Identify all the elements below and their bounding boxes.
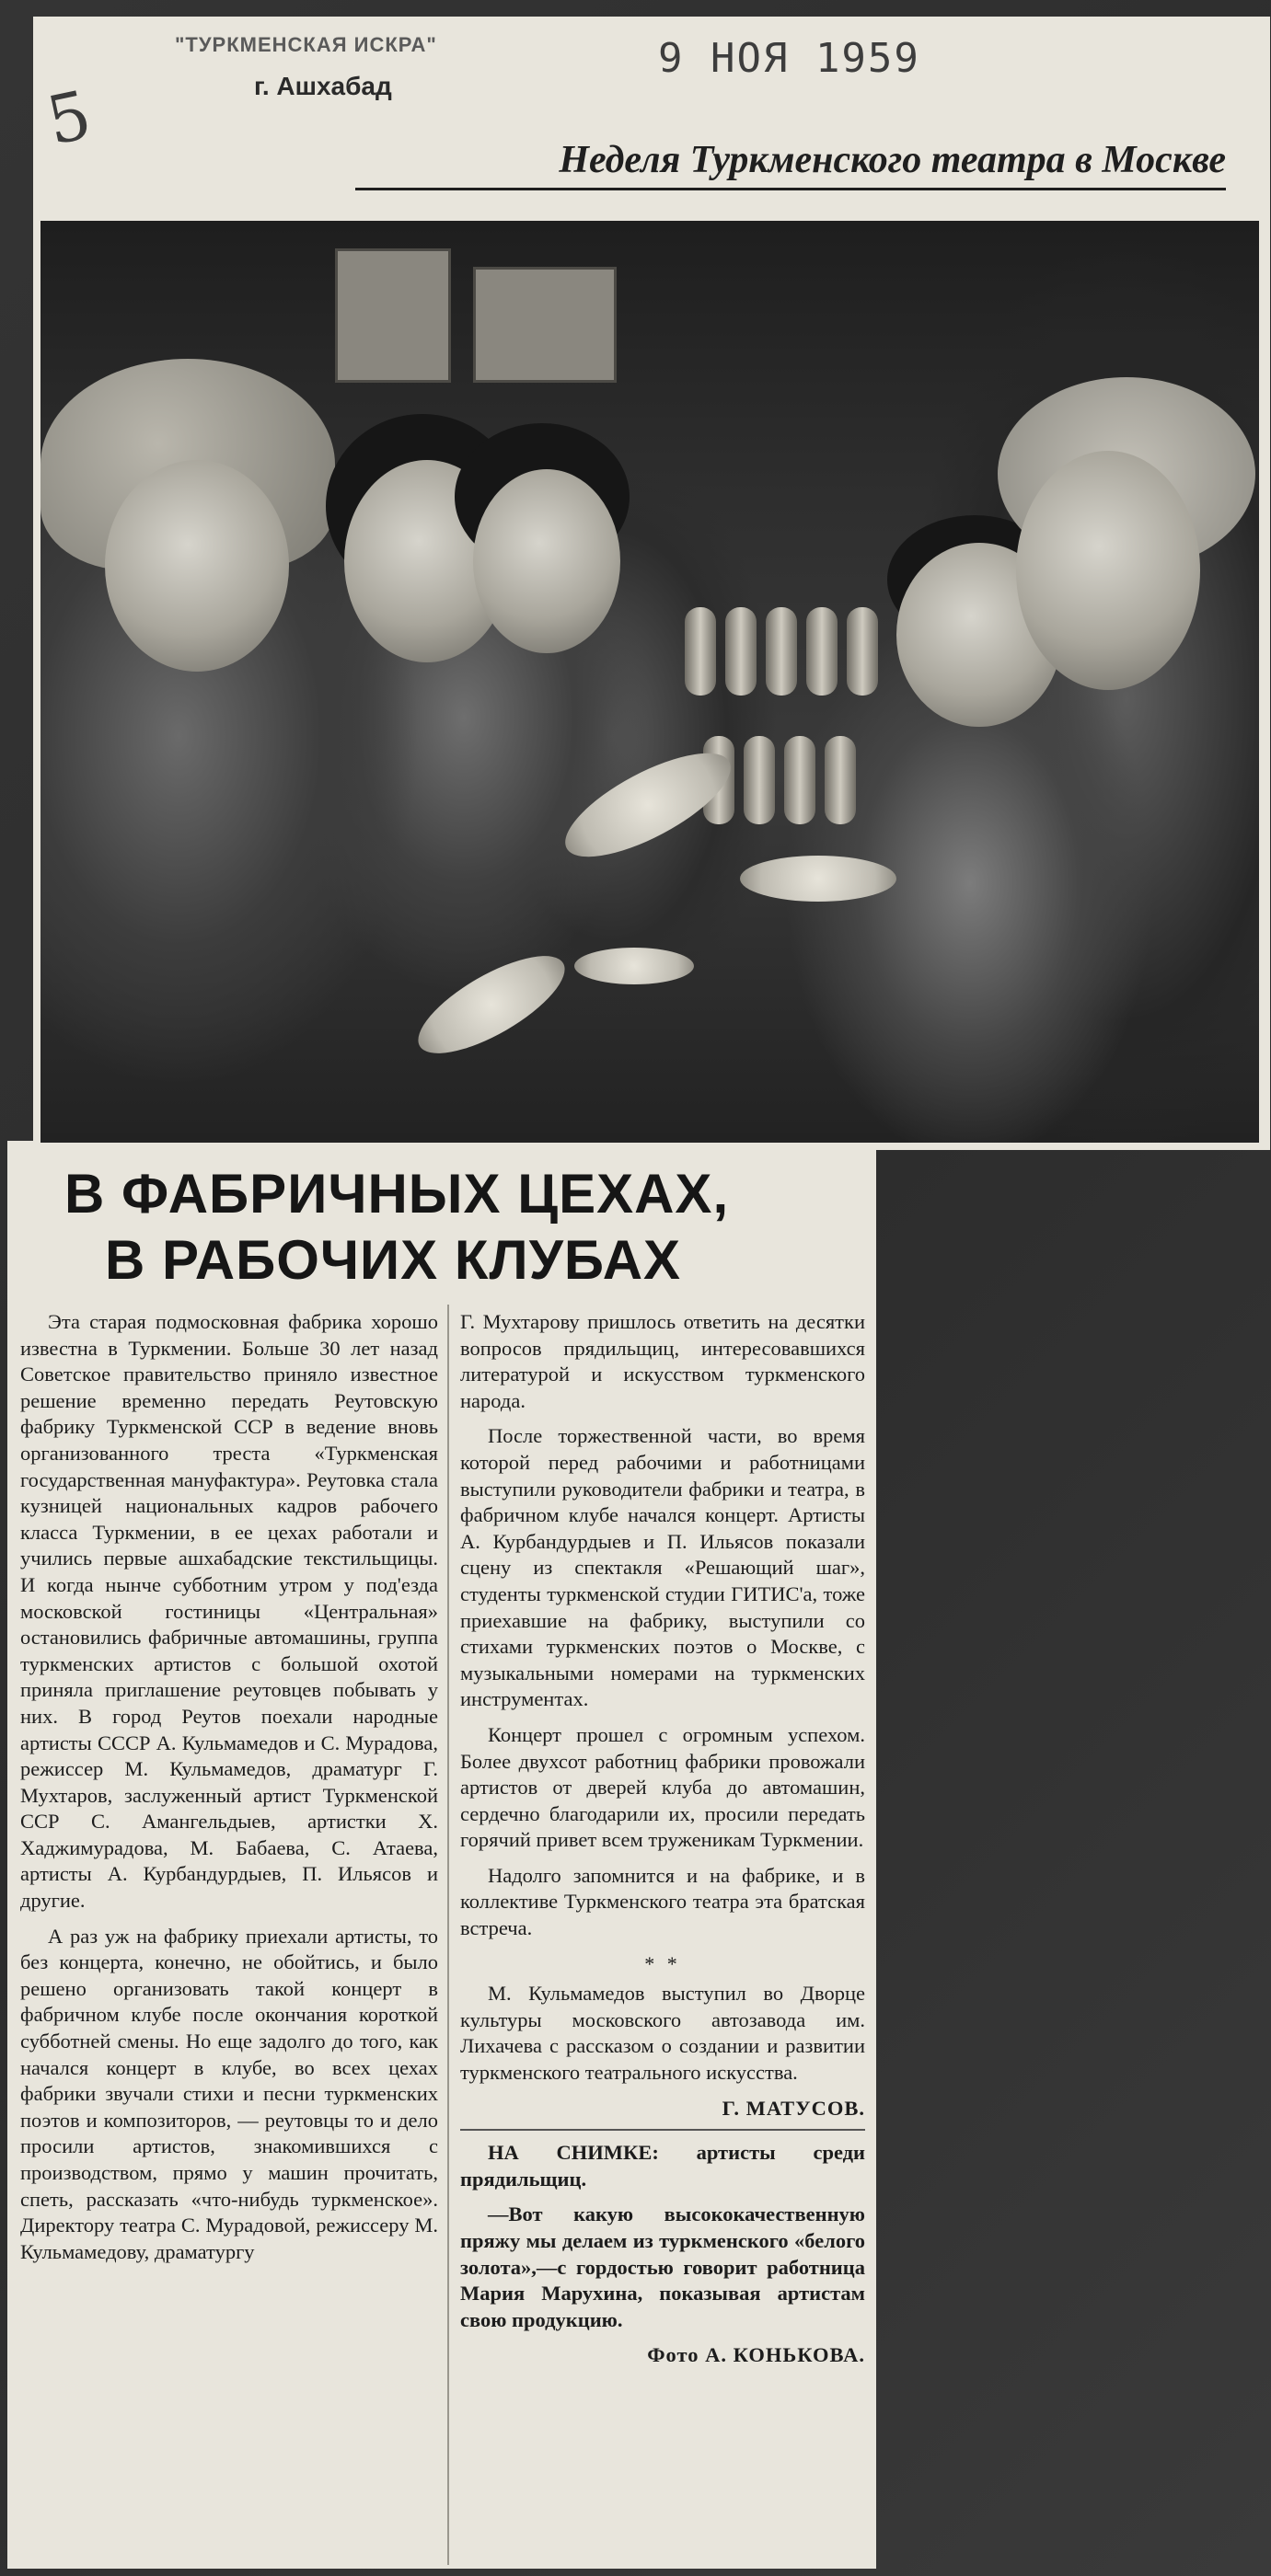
photo-caption-heading: НА СНИМКЕ: артисты среди прядильщиц. [460,2141,865,2191]
headline-line-2: В РАБОЧИХ КЛУБАХ [105,1229,682,1291]
article-column-2 [460,1309,865,2369]
addendum-paragraph: М. Кульмамедов выступил во Дворце культуры московского автозавода им. Лихачева с рассказом о создании и развитии туркменского театрального искусства. [460,1982,865,2085]
paragraph: А раз уж на фабрику приехали артисты, то без концерта, конечно, не обойтись, и было решено организовать такой концерт в фабричном клубе после окончания короткой субботней смены. Но еще задолго до того, как начался концерт в клубе, во всех цехах фабрики звучали стихи и песни туркменских поэтов и композиторов, — реутовцы то и дело просили артистов, знакомившихся с производством, прямо у машин прочитать, спеть, рассказать «что-нибудь туркменское». Директору театра С. Мурадовой, режиссеру М. Кульмамедову, драматургу [20,1924,438,2263]
date-stamp: 9 НОЯ 1959 [658,35,920,82]
paragraph: Эта старая подмосковная фабрика хорошо известна в Туркмении. Больше 30 лет назад Советское правительство приняло известное решение временно передать Реутовскую фабрику Туркменской ССР в ведение вновь организованного треста «Туркменская государственная мануфактура». Реутовка стала кузницей национальных кадров рабочего класса Туркмении, в ее цехах работали и учились первые ашхабадские текстильщицы. И когда нынче субботним утром у под'езда московской гостиницы «Центральная» остановились фабричные автомашины, группа туркменских артистов с большой охотой приняла приглашение реутовцев побывать у них. В город Реутов поехали народные артисты СССР А. Кульмамедов и С. Мурадова, режиссер М. Кульмамедов, драматург Г. Мухтаров, заслуженный артист Туркменской ССР С. Амангельдыев, артистки Х. Хаджимурадова, М. Бабаева, С. Атаева, артисты А. Курбандурдыев, П. Ильясов и другие. [20,1310,438,1913]
article-column-1 [20,1309,438,2274]
column-divider [447,1305,449,2565]
photo-credit: Фото А. КОНЬКОВА. [647,2343,865,2367]
article-headline [28,1161,856,1294]
caption-rule [460,2129,865,2131]
paragraph: Надолго запомнится и на фабрике, и в коллективе Туркменского театра эта братская встреча. [460,1863,865,1940]
paragraph: Г. Мухтарову пришлось ответить на десятки вопросов прядильщиц, интересовавшихся литературой и искусством туркменского народа. [460,1310,865,1412]
paragraph: Концерт прошел с огромным успехом. Более двухсот работниц фабрики провожали артистов от дверей клуба до автомашин, сердечно благодарили их, просили передать горячий привет всем труженикам Туркмении. [460,1722,865,1852]
photo-caption-text: —Вот какую высококачественную пряжу мы делаем из туркменского «белого золота»,—с гордостью говорит работница Мария Марухина, показывая артистам свою продукцию. [460,2202,865,2331]
section-separator: * * [644,1951,681,1975]
handwritten-mark: 5 [40,75,98,160]
newspaper-stamp: "ТУРКМЕНСКАЯ ИСКРА" [175,33,437,56]
paragraph: После торжественной части, во время которой перед рабочими и работницами выступили руководители фабрики и театра, в фабричном клубе начался концерт. Артисты А. Курбандурдыев и П. Ильясов показали сцену из спектакля «Решающий шаг», студенты туркменской студии ГИТИС'а, тоже приехавшие на фабрику, выступили со стихами туркменских поэтов о Москве, с музыкальными номерами на туркменских инструментах. [460,1424,865,1711]
section-rubric: Неделя Туркменского театра в Москве [355,138,1226,190]
headline-line-1: В ФАБРИЧНЫХ ЦЕХАХ, [64,1163,730,1225]
city-stamp: г. Ашхабад [254,72,392,100]
author-signature: Г. МАТУСОВ. [722,2096,865,2120]
news-photo [40,221,1259,1143]
